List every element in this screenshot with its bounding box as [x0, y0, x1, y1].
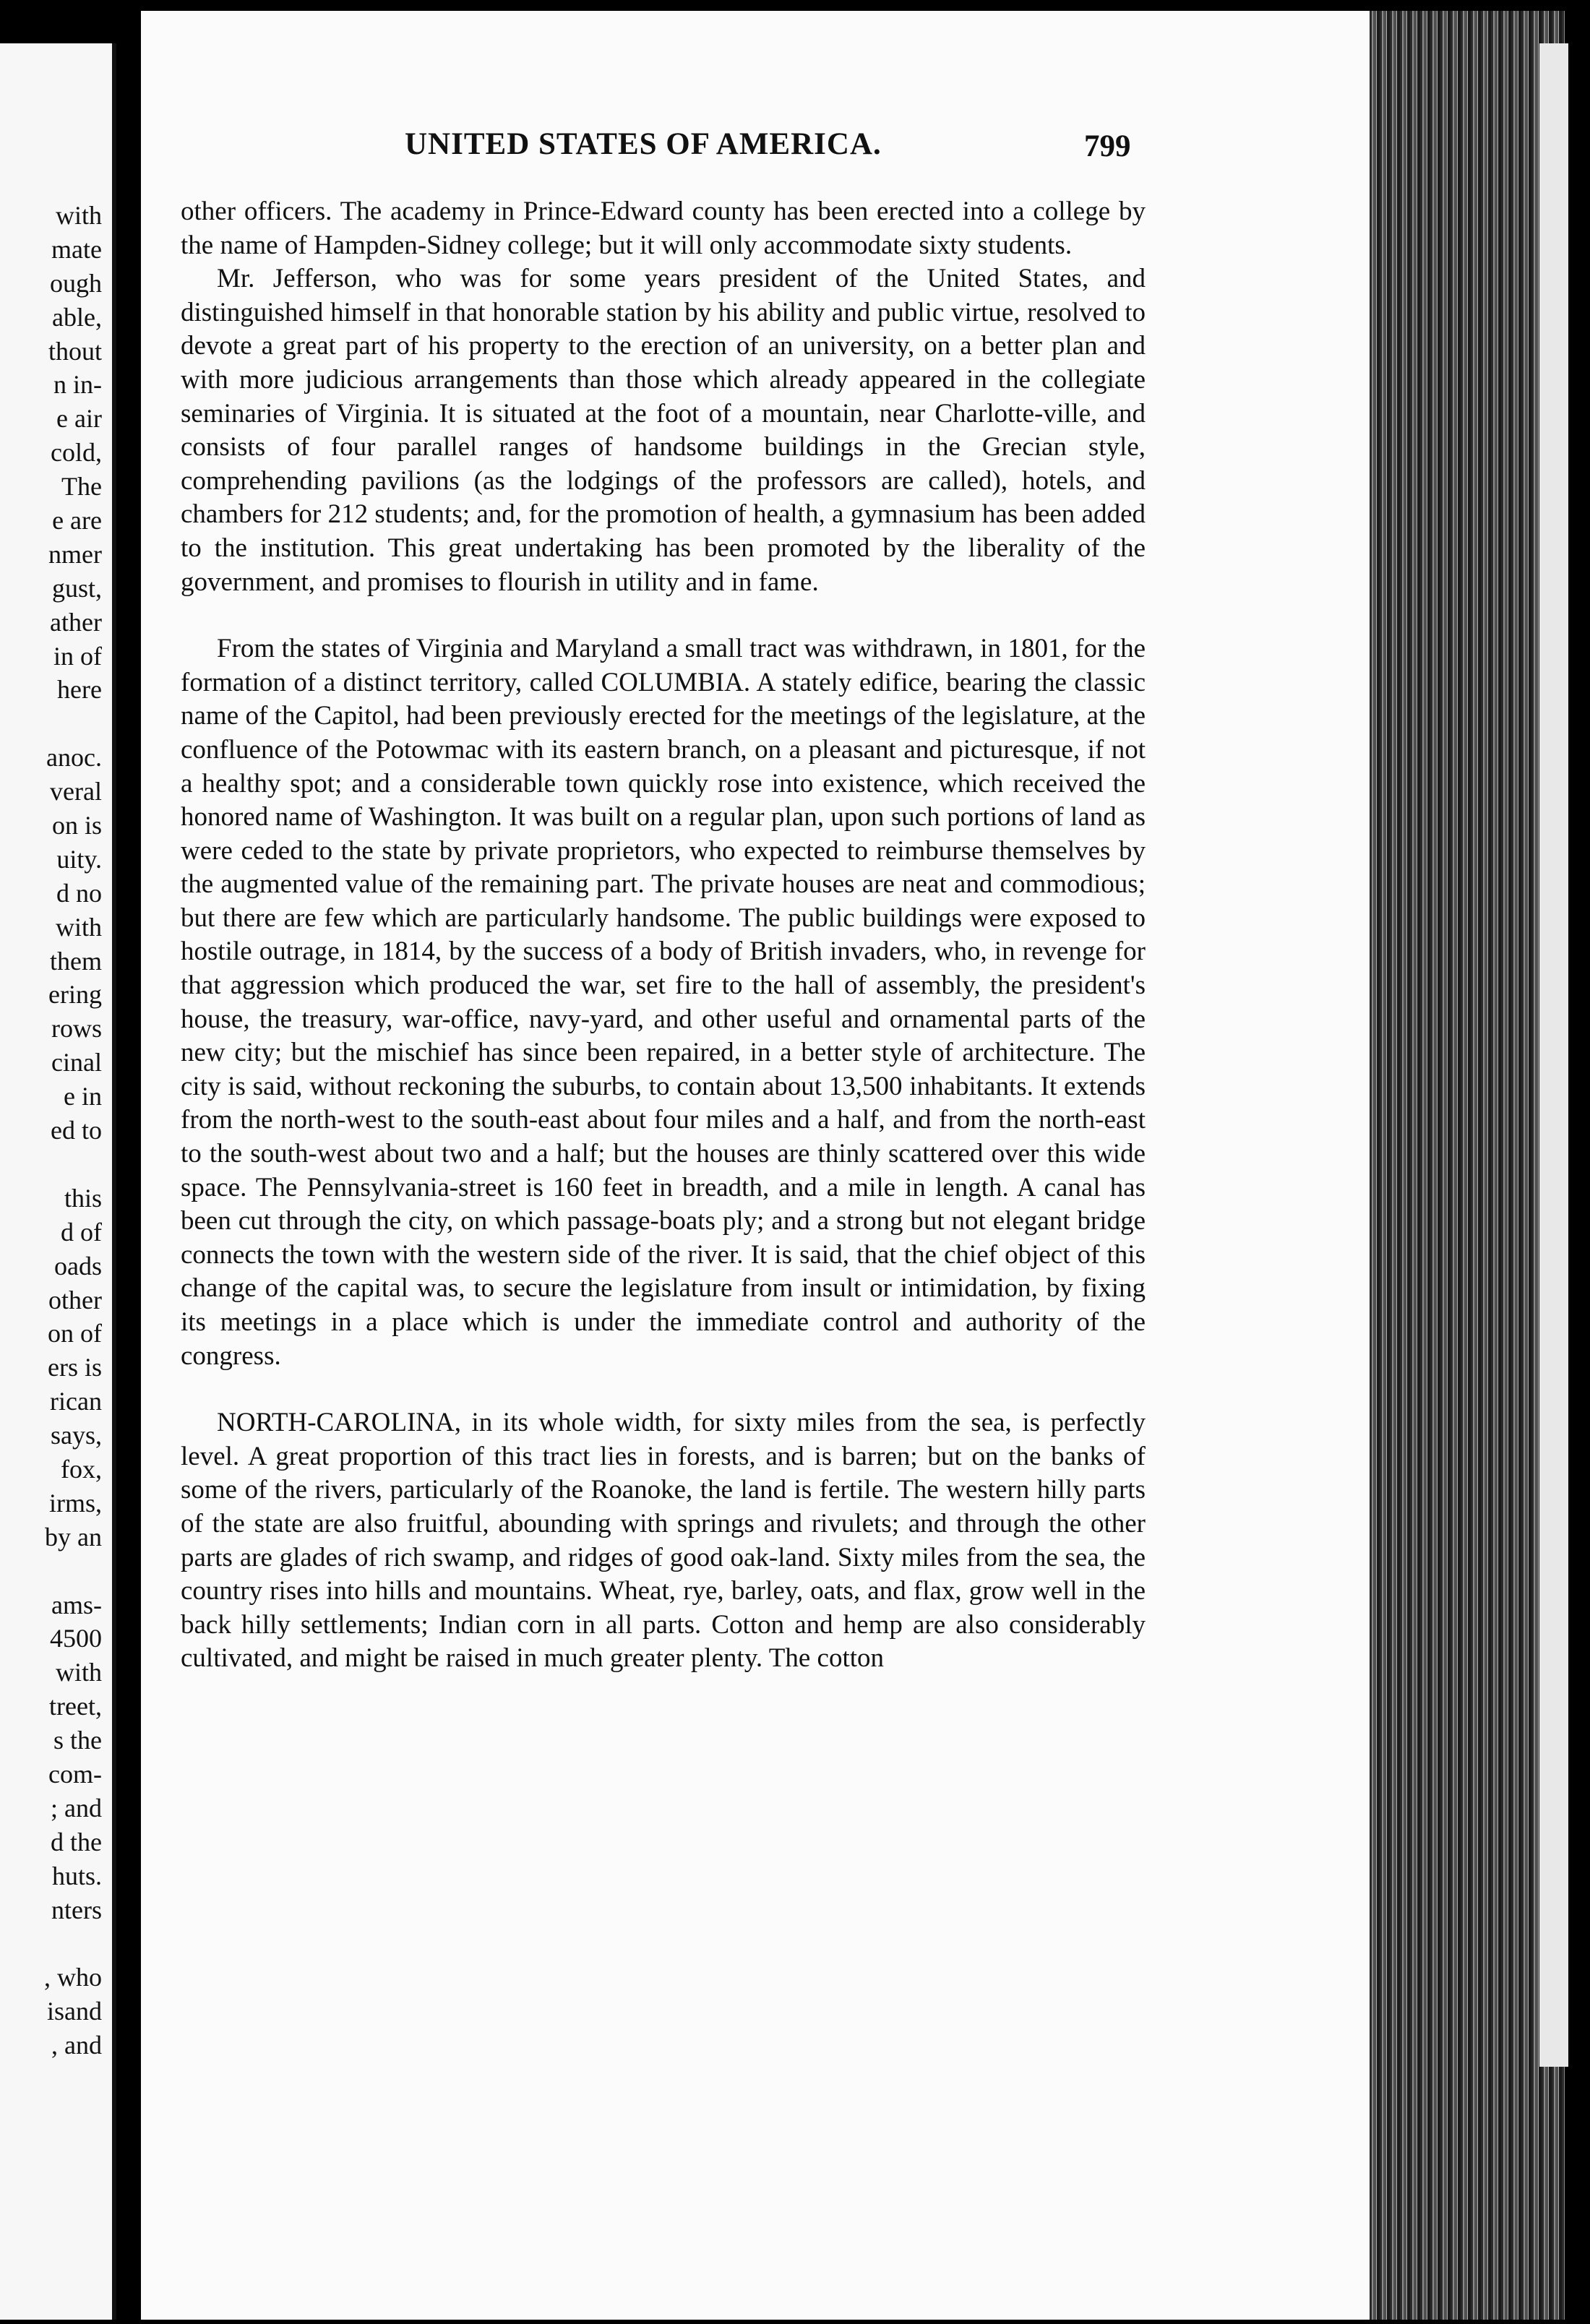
left-text-fragment: rican	[50, 1387, 102, 1416]
left-text-fragment: s the	[53, 1726, 102, 1755]
left-gap	[1, 707, 102, 741]
left-text-fragment: ; and	[51, 1793, 102, 1822]
left-text-fragment: e in	[64, 1082, 102, 1111]
left-text-fragment: ed to	[51, 1116, 102, 1145]
paragraph: From the states of Virginia and Maryland a small tract was withdrawn, in 1801, for the formation of a distinct territory, called COLUMBIA. A stately edifice, bearing the classic name of the Capitol, had been previously erected for the meetings of the legislature, at the confluence of the Potowmac with its eastern branch, on a pleasant and picturesque, if not a healthy spot; and a considerable town quickly rose into existence, which received the honored name of Washington. It was built on a regular plan, upon such portions of land as were ceded to the state by private proprietors, who expected to reimburse themselves by the augmented value of the remaining part. The private houses are neat and commodious; but there are few which are particularly handsome. The public buildings were exposed to hostile outrage, in 1814, by the success of a body of British invaders, who, in revenge for that aggression which produced the war, set fire to the hall of assembly, the president's house, the treasury, war-office, navy-yard, and other useful and ornamental parts of the new city; but the mischief has since been repaired, in a better style of architecture. The city is said, without reckoning the suburbs, to contain about 13,500 inhabitants. It extends from the north-west to the south-east about four miles and a half, and from the north-east to the south-west about two and a half; but the houses are thinly scattered over this wide space. The Pennsylvania-street is 160 feet in breadth, and a mile in length. A canal has been cut through the city, on which passage-boats ply; and a strong but not elegant bridge connects the town with the western side of the river. It is said, that the chief object of this change of the capital was, to secure the legislature from insult or intimidation, by fixing its meetings in a place which is under the immediate control and authority of the congress.	[181, 634, 1146, 1371]
page-stack-edge	[1370, 11, 1565, 2320]
left-gap	[1, 1554, 102, 1588]
left-page	[0, 43, 116, 2320]
left-text-fragment: oads	[54, 1251, 102, 1281]
left-text-fragment: says,	[51, 1421, 102, 1450]
left-text-fragment: ers is	[48, 1353, 102, 1382]
left-text-fragment: d no	[56, 878, 102, 908]
left-text-fragment: gust,	[51, 573, 102, 603]
left-text-fragment: , who	[44, 1963, 102, 1992]
left-text-fragment: , and	[51, 2031, 102, 2060]
left-text-fragment: cold,	[51, 438, 102, 468]
left-page-text-fragments	[1, 199, 102, 2062]
left-text-fragment: here	[57, 675, 102, 705]
page-number: 799	[1084, 129, 1131, 163]
left-text-fragment: them	[50, 946, 102, 976]
left-text-fragment: on is	[51, 811, 102, 840]
paragraph: Mr. Jefferson, who was for some years president of the United States, and distinguished himself in that honorable station by his ability and public virtue, resolved to devote a great part of his property to the erection of an university, on a better plan and with more judicious arrangements than those which already appeared in the collegiate seminaries of Virginia. It is situated at the foot of a mountain, near Charlotte-ville, and consists of four parallel ranges of handsome buildings in the Grecian style, comprehending pavilions (as the lodgings of the professors are called), hotels, and chambers for 212 students; and, for the promotion of health, a gymnasium has been added to the institution. This great undertaking has been promoted by the liberality of the government, and promises to flourish in utility and in fame.	[181, 264, 1146, 597]
left-text-fragment: with	[55, 201, 102, 230]
left-text-fragment: ather	[50, 607, 102, 637]
left-text-fragment: ering	[48, 980, 102, 1010]
left-text-fragment: in of	[53, 641, 102, 671]
page-stack-highlight	[1539, 43, 1568, 2067]
left-text-fragment: 4500	[50, 1624, 102, 1653]
paragraph: NORTH-CAROLINA, in its whole width, for sixty miles from the sea, is perfectly level. A great proportion of this tract lies in forests, and is barren; but on the banks of some of the rivers, particularly of the Roanoke, the land is fertile. The western hilly parts of the state are also fruitful, abounding with springs and rivulets; and through the other parts are glades of rich swamp, and ridges of good oak-land. Sixty miles from the sea, the country rises into hills and mountains. Wheat, rye, barley, oats, and flax, grow well in the back hilly settlements; Indian corn in all parts. Cotton and hemp are also considerably cultivated, and might be raised in much greater plenty. The cotton	[181, 1408, 1146, 1674]
left-text-fragment: cinal	[51, 1048, 102, 1077]
left-text-fragment: this	[64, 1183, 102, 1213]
left-text-fragment: with	[55, 1658, 102, 1687]
left-text-fragment: d of	[61, 1217, 102, 1247]
left-text-fragment: e air	[56, 404, 102, 434]
left-text-fragment: ough	[50, 268, 102, 298]
left-gap	[1, 1148, 102, 1182]
left-text-fragment: mate	[51, 234, 102, 264]
left-text-fragment: rows	[51, 1014, 102, 1043]
left-text-fragment: The	[61, 472, 102, 502]
left-text-fragment: ams-	[51, 1590, 102, 1619]
left-text-fragment: n in-	[53, 370, 102, 400]
left-text-fragment: e are	[52, 506, 102, 535]
left-text-fragment: uity.	[56, 844, 102, 874]
left-text-fragment: nmer	[48, 539, 102, 569]
left-text-fragment: treet,	[49, 1692, 102, 1721]
left-text-fragment: other	[48, 1285, 102, 1314]
left-text-fragment: thout	[48, 336, 102, 366]
left-text-fragment: with	[55, 912, 102, 942]
left-text-fragment: by an	[45, 1522, 102, 1552]
left-text-fragment: fox,	[61, 1454, 102, 1484]
left-text-fragment: irms,	[48, 1488, 102, 1518]
left-text-fragment: on of	[48, 1319, 102, 1348]
paragraph: other officers. The academy in Prince-Edward county has been erected into a college by the name of Hampden-Sidney college; but it will only accommodate sixty students.	[181, 197, 1146, 260]
left-text-fragment: nters	[51, 1895, 102, 1924]
left-gap	[1, 1927, 102, 1961]
body-text	[181, 195, 1146, 1676]
left-text-fragment: able,	[52, 302, 102, 332]
left-text-fragment: huts.	[51, 1861, 102, 1890]
left-text-fragment: isand	[47, 1997, 102, 2026]
left-text-fragment: anoc.	[46, 743, 102, 772]
left-text-fragment: veral	[50, 777, 102, 806]
running-header: UNITED STATES OF AMERICA.	[405, 127, 882, 161]
left-text-fragment: com-	[48, 1759, 102, 1789]
left-text-fragment: d the	[51, 1827, 102, 1856]
